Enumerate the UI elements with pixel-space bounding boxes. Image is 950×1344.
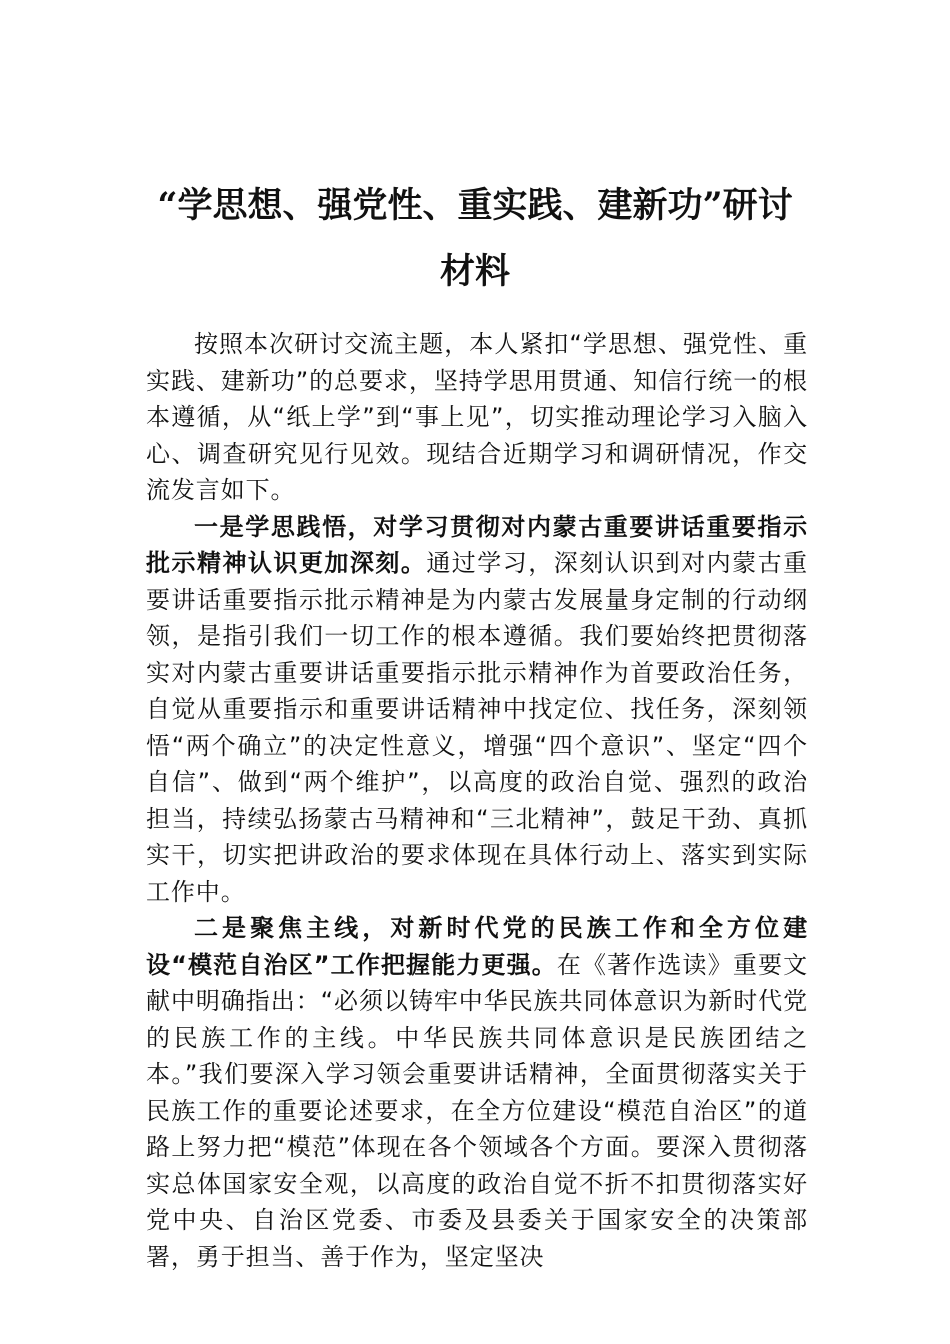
paragraph-intro	[146, 326, 808, 509]
title-line-1: “学思想、强党性、重实践、建新功”研讨	[157, 185, 793, 227]
paragraph-text: 通过学习，深刻认识到对内蒙古重要讲话重要指示批示精神是为内蒙古发展量身定制的行动纲领，是指引我们一切工作的根本遵循。我们要始终把贯彻落实对内蒙古重要讲话重要指示批示精神作为首要政治任务，自觉从重要指示和重要讲话精神中找定位、找任务，深刻领悟“两个确立”的决定性意义，增强“四个意识”、坚定“四个自信”、做到“两个维护”，以高度的政治自觉、强烈的政治担当，持续弘扬蒙古马精神和“三北精神”，鼓足干劲、真抓实干，切实把讲政治的要求体现在具体行动上、落实到实际工作中。	[146, 549, 808, 906]
paragraph-point-2	[146, 910, 808, 1275]
paragraph-lead: 一是学思践悟，对学习贯彻对内蒙古重要讲话重要指示批示精神认识更加深刻。	[146, 512, 808, 577]
paragraph-text: 按照本次研讨交流主题，本人紧扣“学思想、强党性、重实践、建新功”的总要求，坚持学思用贯通、知信行统一的根本遵循，从“纸上学”到“事上见”，切实推动理论学习入脑入心、调查研究见行见效。现结合近期学习和调研情况，作交流发言如下。	[146, 330, 808, 504]
document-title	[110, 173, 840, 305]
document-body	[146, 326, 808, 1275]
paragraph-point-1	[146, 509, 808, 911]
paragraph-lead: 二是聚焦主线，对新时代党的民族工作和全方位建设“模范自治区”工作把握能力更强。	[146, 914, 808, 979]
title-line-2: 材料	[439, 251, 510, 293]
paragraph-text: 在《著作选读》重要文献中明确指出：“必须以铸牢中华民族共同体意识为新时代党的民族工作的主线。中华民族共同体意识是民族团结之本。”我们要深入学习领会重要讲话精神，全面贯彻落实关于民族工作的重要论述要求，在全方位建设“模范自治区”的道路上努力把“模范”体现在各个领域各个方面。要深入贯彻落实总体国家安全观，以高度的政治自觉不折不扣贯彻落实好党中央、自治区党委、市委及县委关于国家安全的决策部署，勇于担当、善于作为，坚定坚决	[146, 950, 808, 1271]
